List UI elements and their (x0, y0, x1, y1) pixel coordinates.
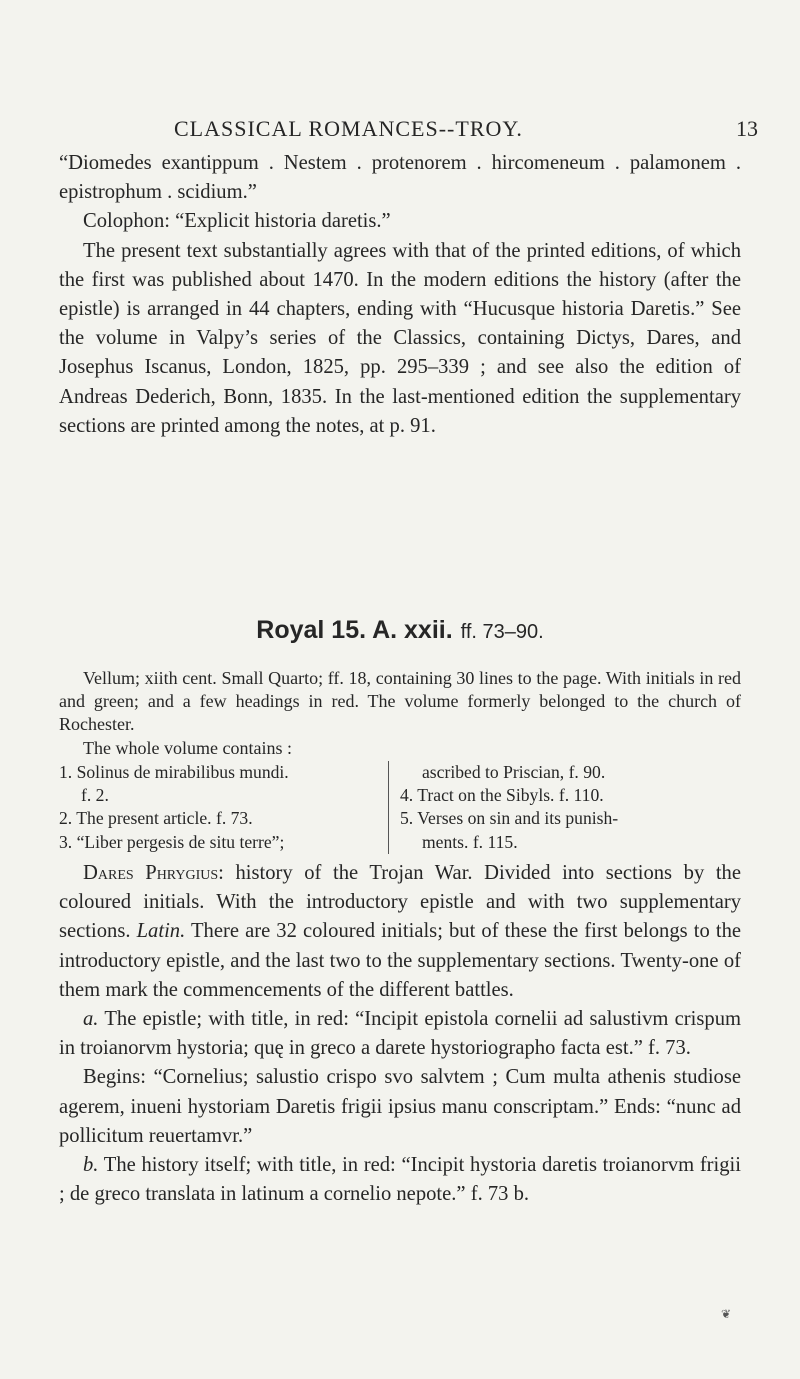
dares-paragraph: Dares Phrygius: history of the Trojan War. Divided into sections by the coloured initials. With the introductory epistle and with two supplementary sections. Latin. There are 32 coloured initials; but of these the first belongs to the introductory epistle, and the last two to the supplementary sections. Twenty-one of them mark the commencements of the different battles. (59, 862, 742, 1001)
item-label-a: a. (83, 1008, 99, 1031)
contents-item: 2. The present article. f. 73. (59, 808, 253, 829)
editions-paragraph: The present text substantially agrees with that of the printed editions, of which the first was published about 1470. In the modern editions the history (after the epistle) is arranged in 44 chapters, ending with “Hucusque historia Daretis.” See the volume in Valpy’s series of the Classics, containing Dictys, Dares, and Josephus Iscanus, London, 1825, pp. 295–339 ; and see also the edition of Andreas Dederich, Bonn, 1835. In the last-mentioned edition the supplementary sections are printed among the notes, at p. 91. (59, 239, 741, 437)
begins-paragraph: Begins: “Cornelius; salustio crispo svo salvtem ; Cum multa athenis studiose agerem, inueni hystoriam Daretis frigii ipsius manu conscriptam.” Ends: “nunc ad pollicitum reuertamvr.” (59, 1066, 741, 1147)
colophon-line: Colophon: “Explicit historia daretis.” (83, 210, 391, 233)
corner-mark: ❦ (721, 1307, 732, 1321)
contents-item: ascribed to Priscian, f. 90. (422, 762, 606, 782)
top-text (59, 149, 741, 441)
page-number: 13 (736, 116, 758, 141)
contents-item: ments. f. 115. (422, 831, 518, 852)
contents-item: 3. “Liber pergesis de situ terre”; (59, 831, 285, 852)
item-label-b: b. (83, 1154, 99, 1177)
manuscript-description (59, 667, 741, 760)
manuscript-shelfmark: Royal 15. A. xxii. (256, 616, 453, 644)
language-label: Latin. (136, 920, 186, 943)
contents-right-column (388, 761, 730, 854)
folio-range: ff. 73–90. (460, 621, 544, 643)
contents-item: 1. Solinus de mirabilibus mundi. (59, 762, 289, 782)
section-heading (0, 616, 800, 645)
contents-item: f. 2. (81, 785, 109, 806)
contents-intro: The whole volume contains : (83, 737, 292, 758)
author-name: Dares Phrygius (83, 862, 219, 884)
contents-item: 4. Tract on the Sibyls. f. 110. (400, 785, 604, 806)
contents-item: 5. Verses on sin and its punish- (400, 808, 619, 829)
history-paragraph: b. The history itself; with title, in red: “Incipit hystoria daretis troianorvm frigii ; de greco translata in latinum a cornelio nepote.” f. 73 b. (59, 1154, 741, 1206)
names-line: “Diomedes exantippum . Nestem . protenorem . hircomeneum . palamonem . epistrophum . scidium.” (59, 152, 741, 204)
description-text: Vellum; xiith cent. Small Quarto; ff. 18, containing 30 lines to the page. With initials in red and green; and a few headings in red. The volume formerly belonged to the church of Rochester. (59, 668, 741, 735)
main-text (59, 859, 741, 1209)
contents-left-column (59, 761, 377, 854)
epistle-paragraph: a. The epistle; with title, in red: “Incipit epistola cornelii ad salustivm crispum in troianorvm hystoria; quę in greco a darete hystoriographo facta est.” f. 73. (59, 1008, 742, 1060)
running-title: CLASSICAL ROMANCES--TROY. (174, 116, 523, 141)
